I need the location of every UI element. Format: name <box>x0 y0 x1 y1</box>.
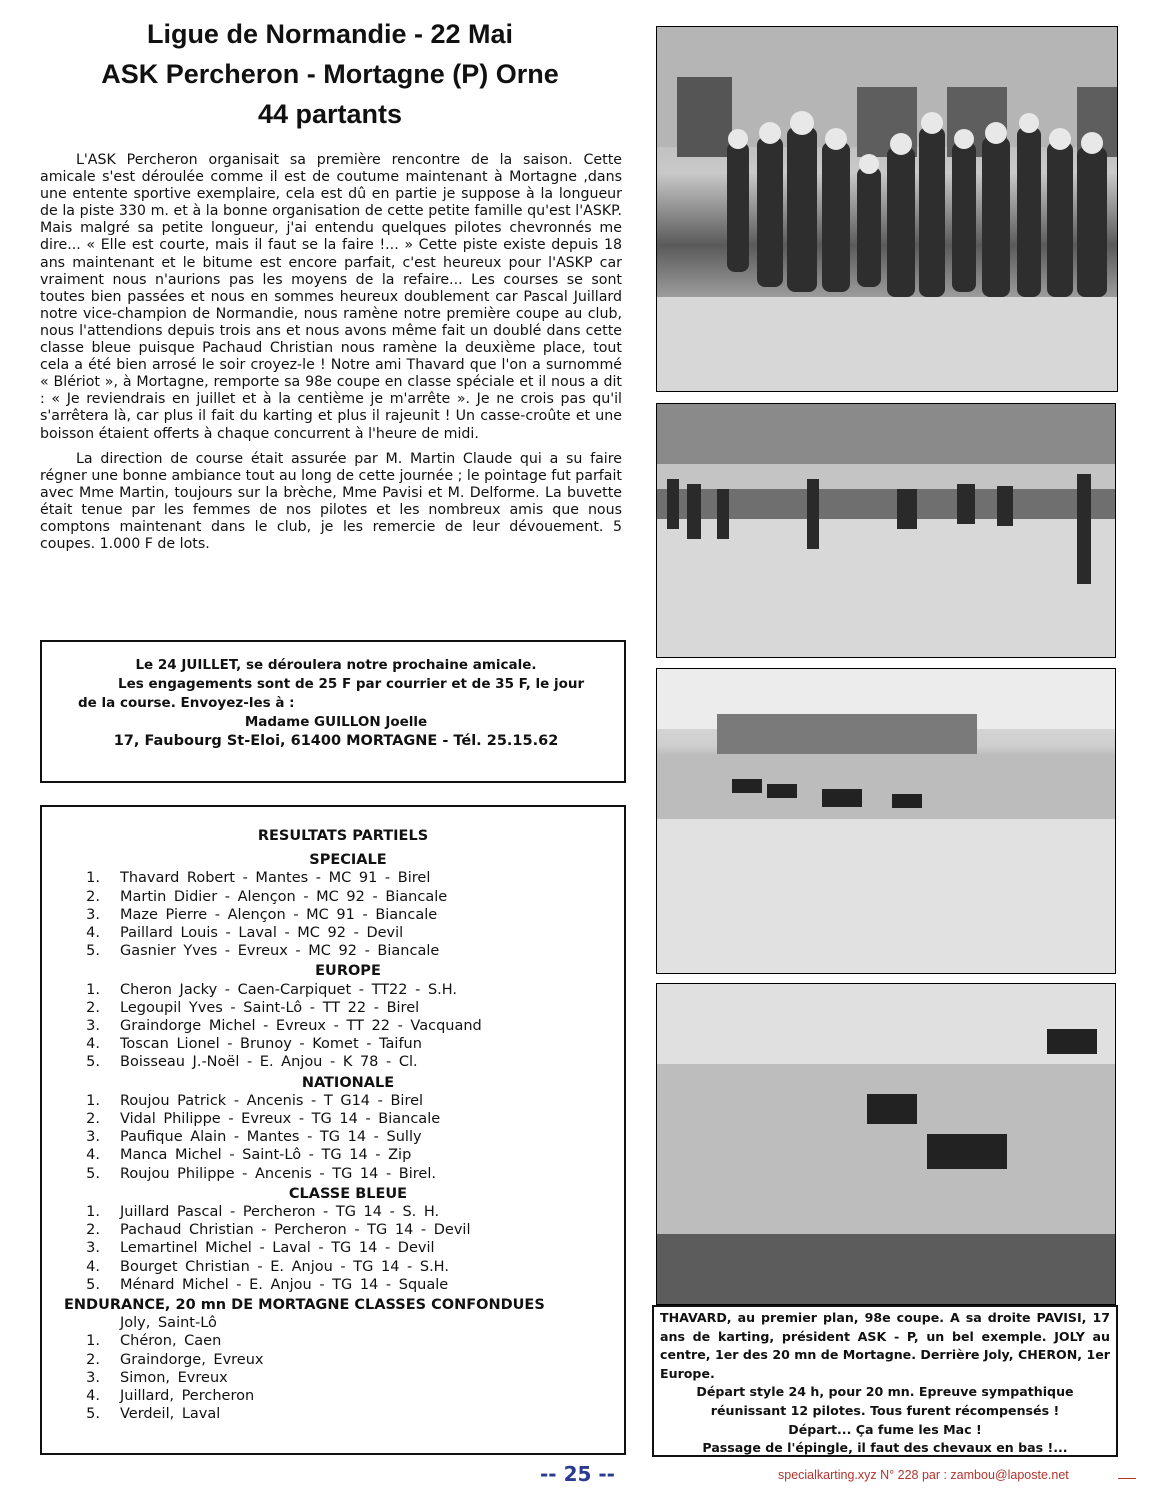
announcement-date: Le 24 JUILLET, se déroulera notre prochaine amicale. <box>135 657 537 673</box>
page-number: -- 25 -- <box>540 1462 615 1486</box>
results-row <box>42 981 624 999</box>
caption-line-1: THAVARD, au premier plan, 98e coupe. A sa droite PAVISI, 17 ans de karting, président ASK - P, un bel exemple. JOLY au centre, 1er des 20 mn de Mortagne. Derrière Joly, CHERON, 1er Europe. <box>660 1310 1110 1381</box>
results-entry: Martin Didier - Alençon - MC 92 - Biancale <box>120 888 448 905</box>
results-row <box>42 1276 624 1294</box>
results-rank: 2. <box>86 1111 100 1128</box>
results-rank: 3. <box>86 1129 100 1146</box>
results-row <box>42 869 624 887</box>
results-rank: 5. <box>86 943 100 960</box>
results-rank: 5. <box>86 1276 100 1293</box>
results-entry: Lemartinel Michel - Laval - TG 14 - Devil <box>120 1240 435 1257</box>
results-entry: Paufique Alain - Mantes - TG 14 - Sully <box>120 1129 422 1146</box>
results-rank: 1. <box>86 981 100 998</box>
announcement-contact-name: Madame GUILLON Joelle <box>244 714 428 730</box>
photo-race-start-drawing <box>657 404 1116 658</box>
results-entry: Joly, Saint-Lô <box>120 1315 217 1332</box>
results-row <box>42 1146 624 1164</box>
headline-line-1: Ligue de Normandie - 22 Mai <box>146 19 514 49</box>
results-row <box>42 888 624 906</box>
results-row <box>42 924 624 942</box>
caption-line-4: Passage de l'épingle, il faut des chevaux en bas !... <box>702 1440 1068 1456</box>
results-rank: 3. <box>86 1369 100 1386</box>
photo-karts-smoke-drawing <box>657 669 1116 974</box>
results-row <box>42 1053 624 1071</box>
results-category: EUROPE <box>315 963 381 980</box>
photo-hairpin <box>656 983 1116 1305</box>
results-entry: Legoupil Yves - Saint-Lô - TT 22 - Birel <box>120 999 420 1016</box>
results-row <box>42 1203 624 1221</box>
results-category: ENDURANCE, 20 mn DE MORTAGNE CLASSES CONFONDUES <box>64 1297 545 1314</box>
results-row <box>42 1314 624 1332</box>
results-entry: Boisseau J.-Noël - E. Anjou - K 78 - Cl. <box>120 1054 418 1071</box>
article-paragraph-1: L'ASK Percheron organisait sa première rencontre de la saison. Cette amicale s'est déroulée comme il est de coutume maintenant à Mortagne ,dans une entente sportive exemplaire, cela est dû en partie je suppose à la longueur de la piste 330 m. et à la bonne organisation de cette petite famille qu'est l'ASKP. Mais malgré sa petite longueur, j'ai entendu quelques pilotes chevronnés me dire... « Elle est courte, mais il faut se la faire !... » Cette piste existe depuis 18 ans maintenant et le bitume est encore parfait, c'est heureux pour l'ASKP car vraiment nous n'aurions pas les moyens de la refaire... Les courses se sont toutes bien passées et nous en sommes heureux doublement car Pascal Juillard notre vice-champion de Normandie, nous ramène notre première coupe au club, nous l'attendions depuis trois ans et nous avons même fait un doublé dans cette classe bleue puisque Pachaud Christian nous ramène la deuxième place, tout cela a été bien arrosé le soir croyez-le ! Notre ami Thavard que l'on a surnommé « Blériot », à Mortagne, remporte sa 98e coupe en classe spéciale et il nous a dit : « Je reviendrais en juillet et à la centième je m'arrête ». Je ne crois pas qu'il s'arrêtera là, car plus il fait du karting et plus il rajeunit ! Un casse-croûte et une boisson étaient offerts à chaque concurrent à l'heure de midi. <box>40 152 622 442</box>
results-row <box>42 1035 624 1053</box>
caption-line-3: Départ... Ça fume les Mac ! <box>788 1421 982 1437</box>
results-rank: 1. <box>86 870 100 887</box>
photo-hairpin-drawing <box>657 984 1116 1305</box>
results-entry: Bourget Christian - E. Anjou - TG 14 - S.H. <box>120 1258 449 1275</box>
results-rank: 5. <box>86 1406 100 1423</box>
results-rank: 3. <box>86 906 100 923</box>
results-rank <box>42 1314 120 1332</box>
results-row <box>42 1351 624 1369</box>
results-entry: Maze Pierre - Alençon - MC 91 - Biancale <box>120 906 438 923</box>
results-row <box>42 1128 624 1146</box>
article-body <box>40 152 622 561</box>
results-entry: Manca Michel - Saint-Lô - TG 14 - Zip <box>120 1147 412 1164</box>
results-entry: Verdeil, Laval <box>120 1406 221 1423</box>
photo-race-start <box>656 403 1116 658</box>
results-rank: 2. <box>86 1351 100 1368</box>
results-row <box>42 1165 624 1183</box>
results-rank: 1. <box>86 1092 100 1109</box>
announcement-fees: Les engagements sont de 25 F par courrier et de 35 F, le jour de la course. Envoyez-les à : <box>78 676 585 711</box>
results-entry: Juillard, Percheron <box>120 1388 255 1405</box>
results-category: NATIONALE <box>301 1074 395 1091</box>
results-row <box>42 1405 624 1423</box>
results-title: RESULTATS PARTIELS <box>257 828 429 844</box>
results-rank: 4. <box>86 1036 100 1053</box>
results-entry: Simon, Evreux <box>120 1369 228 1386</box>
results-entry: Paillard Louis - Laval - MC 92 - Devil <box>120 925 404 942</box>
footer-dash <box>1118 1478 1136 1479</box>
results-rank: 4. <box>86 1388 100 1405</box>
results-entry: Toscan Lionel - Brunoy - Komet - Taifun <box>120 1036 422 1053</box>
results-rank: 2. <box>86 1222 100 1239</box>
results-row <box>42 1221 624 1239</box>
results-entry: Pachaud Christian - Percheron - TG 14 - Devil <box>120 1222 471 1239</box>
article-paragraph-2: La direction de course était assurée par M. Martin Claude qui a su faire régner une bonne ambiance tout au long de cette journée ; le pointage fut parfait avec Mme Martin, toujours sur la brèche, Mme Pavisi et M. Delforme. La buvette était tenue par les femmes de nos pilotes et les nombreux amis que nous comptons maintenant dans le club, je les remercie de leur dévouement. 5 coupes. 1.000 F de lots. <box>40 450 622 553</box>
announcement-box <box>40 640 626 783</box>
results-row <box>42 999 624 1017</box>
results-entry: Roujou Patrick - Ancenis - T G14 - Birel <box>120 1092 424 1109</box>
results-rank: 4. <box>86 1147 100 1164</box>
results-entry: Ménard Michel - E. Anjou - TG 14 - Squale <box>120 1276 449 1293</box>
results-rank: 5. <box>86 1165 100 1182</box>
announcement-address: 17, Faubourg St-Eloi, 61400 MORTAGNE - Tél. 25.15.62 <box>113 733 559 749</box>
results-entry: Chéron, Caen <box>120 1333 222 1350</box>
results-rank: 4. <box>86 1258 100 1275</box>
results-rank: 3. <box>86 1018 100 1035</box>
results-list <box>42 851 624 1423</box>
results-row <box>42 1387 624 1405</box>
results-rank: 2. <box>86 888 100 905</box>
headline-line-2: ASK Percheron - Mortagne (P) Orne <box>101 59 559 89</box>
footer-credit: specialkarting.xyz N° 228 par : zambou@laposte.net <box>778 1468 1069 1482</box>
results-row <box>42 1017 624 1035</box>
results-entry: Graindorge Michel - Evreux - TT 22 - Vacquand <box>120 1018 482 1035</box>
results-row <box>42 1332 624 1350</box>
photo-caption <box>652 1305 1118 1457</box>
results-category: CLASSE BLEUE <box>288 1185 408 1202</box>
results-category: SPECIALE <box>309 852 387 869</box>
results-rank: 4. <box>86 925 100 942</box>
results-entry: Vidal Philippe - Evreux - TG 14 - Biancale <box>120 1111 441 1128</box>
results-entry: Graindorge, Evreux <box>120 1351 264 1368</box>
results-row <box>42 1110 624 1128</box>
results-row <box>42 942 624 960</box>
results-row <box>42 1369 624 1387</box>
photo-group-portrait <box>656 26 1118 392</box>
results-rank: 1. <box>86 1333 100 1350</box>
results-rank: 5. <box>86 1054 100 1071</box>
results-entry: Cheron Jacky - Caen-Carpiquet - TT22 - S.H. <box>120 981 458 998</box>
results-row <box>42 1239 624 1257</box>
results-rank: 1. <box>86 1204 100 1221</box>
results-row <box>42 1258 624 1276</box>
results-entry: Thavard Robert - Mantes - MC 91 - Birel <box>120 870 431 887</box>
results-box <box>40 805 626 1455</box>
results-row <box>42 906 624 924</box>
headline-line-3: 44 partants <box>257 99 403 129</box>
results-rank: 2. <box>86 999 100 1016</box>
results-entry: Juillard Pascal - Percheron - TG 14 - S. H. <box>120 1204 440 1221</box>
results-row <box>42 1092 624 1110</box>
photo-karts-smoke <box>656 668 1116 974</box>
results-entry: Gasnier Yves - Evreux - MC 92 - Biancale <box>120 943 440 960</box>
results-rank: 3. <box>86 1240 100 1257</box>
caption-line-2: Départ style 24 h, pour 20 mn. Epreuve sympathique réunissant 12 pilotes. Tous furent récompensés ! <box>696 1384 1074 1418</box>
results-entry: Roujou Philippe - Ancenis - TG 14 - Birel. <box>120 1165 436 1182</box>
photo-group-portrait-drawing <box>657 27 1118 392</box>
